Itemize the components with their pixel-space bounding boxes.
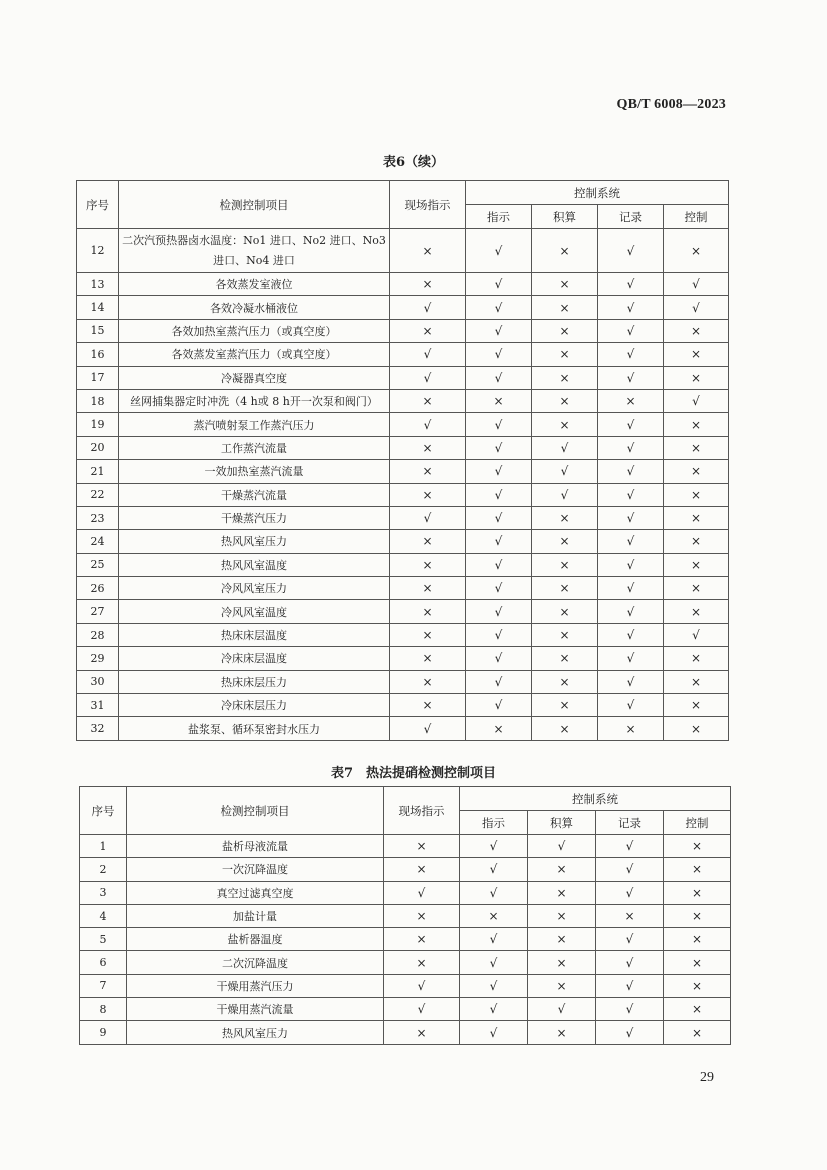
seq-cell: 14 <box>77 296 119 319</box>
record-cell: √ <box>598 366 664 389</box>
integrate-cell: × <box>528 1021 596 1044</box>
item-cell: 二次沉降温度 <box>127 951 384 974</box>
record-cell: √ <box>598 296 664 319</box>
control-cell: × <box>664 366 729 389</box>
item-cell: 冷风风室压力 <box>119 577 390 600</box>
table6 <box>76 180 729 741</box>
table-row <box>77 273 729 296</box>
seq-cell: 26 <box>77 577 119 600</box>
indicate-cell: √ <box>466 343 532 366</box>
item-cell: 干燥蒸汽压力 <box>119 506 390 529</box>
header-indicate: 指示 <box>466 205 532 229</box>
integrate-cell: × <box>532 577 598 600</box>
seq-cell: 15 <box>77 319 119 342</box>
item-cell: 各效蒸发室蒸汽压力（或真空度） <box>119 343 390 366</box>
item-cell: 一次沉降温度 <box>127 858 384 881</box>
table-row <box>80 974 731 997</box>
table-row <box>80 951 731 974</box>
record-cell: √ <box>598 600 664 623</box>
record-cell: × <box>598 717 664 740</box>
field-indication-cell: × <box>384 835 460 858</box>
control-cell: × <box>664 858 731 881</box>
integrate-cell: × <box>532 319 598 342</box>
integrate-cell: √ <box>532 483 598 506</box>
control-cell: × <box>664 670 729 693</box>
record-cell: √ <box>598 273 664 296</box>
field-indication-cell: √ <box>390 717 466 740</box>
item-cell: 盐析器温度 <box>127 928 384 951</box>
table-row <box>77 600 729 623</box>
header-control-system: 控制系统 <box>460 787 731 811</box>
indicate-cell: √ <box>460 998 528 1021</box>
indicate-cell: √ <box>466 229 532 273</box>
record-cell: √ <box>596 835 664 858</box>
record-cell: √ <box>596 881 664 904</box>
table-row <box>80 858 731 881</box>
control-cell: × <box>664 998 731 1021</box>
field-indication-cell: × <box>384 904 460 927</box>
table-row <box>77 694 729 717</box>
seq-cell: 4 <box>80 904 127 927</box>
field-indication-cell: × <box>390 436 466 459</box>
header-seq: 序号 <box>80 787 127 835</box>
field-indication-cell: × <box>390 273 466 296</box>
field-indication-cell: √ <box>390 343 466 366</box>
integrate-cell: × <box>532 273 598 296</box>
indicate-cell: √ <box>460 835 528 858</box>
indicate-cell: √ <box>466 530 532 553</box>
control-cell: × <box>664 229 729 273</box>
integrate-cell: × <box>532 717 598 740</box>
table-row <box>77 623 729 646</box>
field-indication-cell: × <box>384 858 460 881</box>
field-indication-cell: × <box>384 1021 460 1044</box>
item-cell: 加盐计量 <box>127 904 384 927</box>
integrate-cell: × <box>532 647 598 670</box>
table-row <box>77 506 729 529</box>
seq-cell: 3 <box>80 881 127 904</box>
indicate-cell: √ <box>466 623 532 646</box>
field-indication-cell: × <box>390 647 466 670</box>
field-indication-cell: × <box>384 951 460 974</box>
seq-cell: 5 <box>80 928 127 951</box>
control-cell: × <box>664 881 731 904</box>
record-cell: √ <box>598 577 664 600</box>
seq-cell: 2 <box>80 858 127 881</box>
table-row <box>77 647 729 670</box>
header-record: 记录 <box>598 205 664 229</box>
indicate-cell: √ <box>466 296 532 319</box>
field-indication-cell: × <box>390 460 466 483</box>
seq-cell: 7 <box>80 974 127 997</box>
control-cell: √ <box>664 389 729 412</box>
integrate-cell: × <box>532 600 598 623</box>
table-row <box>77 553 729 576</box>
seq-cell: 17 <box>77 366 119 389</box>
table-row <box>77 343 729 366</box>
integrate-cell: × <box>528 881 596 904</box>
control-cell: × <box>664 343 729 366</box>
item-cell: 热风风室压力 <box>119 530 390 553</box>
field-indication-cell: × <box>390 600 466 623</box>
seq-cell: 8 <box>80 998 127 1021</box>
item-cell: 干燥用蒸汽流量 <box>127 998 384 1021</box>
header-control-system: 控制系统 <box>466 181 729 205</box>
seq-cell: 31 <box>77 694 119 717</box>
integrate-cell: × <box>532 530 598 553</box>
control-cell: × <box>664 974 731 997</box>
integrate-cell: × <box>532 670 598 693</box>
item-cell: 冷风风室温度 <box>119 600 390 623</box>
record-cell: √ <box>598 319 664 342</box>
field-indication-cell: × <box>390 483 466 506</box>
integrate-cell: × <box>532 389 598 412</box>
field-indication-cell: √ <box>390 296 466 319</box>
seq-cell: 9 <box>80 1021 127 1044</box>
control-cell: × <box>664 694 729 717</box>
indicate-cell: √ <box>466 413 532 436</box>
record-cell: √ <box>596 951 664 974</box>
integrate-cell: √ <box>532 460 598 483</box>
header-integrate: 积算 <box>532 205 598 229</box>
item-cell: 热床床层压力 <box>119 670 390 693</box>
integrate-cell: × <box>528 928 596 951</box>
record-cell: √ <box>598 436 664 459</box>
control-cell: × <box>664 413 729 436</box>
field-indication-cell: × <box>390 530 466 553</box>
integrate-cell: × <box>528 951 596 974</box>
item-cell: 工作蒸汽流量 <box>119 436 390 459</box>
control-cell: × <box>664 600 729 623</box>
seq-cell: 23 <box>77 506 119 529</box>
item-cell: 各效冷凝水桶液位 <box>119 296 390 319</box>
field-indication-cell: √ <box>390 366 466 389</box>
table-row <box>77 389 729 412</box>
seq-cell: 18 <box>77 389 119 412</box>
integrate-cell: × <box>532 694 598 717</box>
control-cell: √ <box>664 273 729 296</box>
record-cell: √ <box>596 1021 664 1044</box>
field-indication-cell: × <box>390 229 466 273</box>
control-cell: × <box>664 530 729 553</box>
field-indication-cell: × <box>390 553 466 576</box>
seq-cell: 20 <box>77 436 119 459</box>
seq-cell: 13 <box>77 273 119 296</box>
indicate-cell: √ <box>466 600 532 623</box>
table6-caption: 表6（续） <box>382 155 445 170</box>
seq-cell: 22 <box>77 483 119 506</box>
field-indication-cell: √ <box>390 413 466 436</box>
control-cell: × <box>664 1021 731 1044</box>
item-cell: 真空过滤真空度 <box>127 881 384 904</box>
standard-code: QB/T 6008—2023 <box>616 97 726 112</box>
item-cell: 热风风室温度 <box>119 553 390 576</box>
control-cell: × <box>664 577 729 600</box>
record-cell: √ <box>598 483 664 506</box>
integrate-cell: × <box>532 413 598 436</box>
table-row <box>77 319 729 342</box>
indicate-cell: √ <box>466 506 532 529</box>
seq-cell: 30 <box>77 670 119 693</box>
table-row <box>77 229 729 273</box>
item-cell: 一效加热室蒸汽流量 <box>119 460 390 483</box>
indicate-cell: × <box>460 904 528 927</box>
control-cell: × <box>664 436 729 459</box>
item-cell: 盐析母液流量 <box>127 835 384 858</box>
item-cell: 丝网捕集器定时冲洗（4 h或 8 h开一次泵和阀门） <box>119 389 390 412</box>
indicate-cell: √ <box>466 483 532 506</box>
item-cell: 干燥用蒸汽压力 <box>127 974 384 997</box>
seq-cell: 21 <box>77 460 119 483</box>
table-row <box>80 835 731 858</box>
header-item: 检测控制项目 <box>127 787 384 835</box>
header-indicate: 指示 <box>460 811 528 835</box>
table-row <box>77 460 729 483</box>
table7 <box>79 786 731 1045</box>
item-cell: 各效蒸发室液位 <box>119 273 390 296</box>
control-cell: × <box>664 647 729 670</box>
control-cell: × <box>664 506 729 529</box>
seq-cell: 27 <box>77 600 119 623</box>
indicate-cell: √ <box>460 974 528 997</box>
seq-cell: 1 <box>80 835 127 858</box>
indicate-cell: √ <box>460 881 528 904</box>
record-cell: √ <box>598 460 664 483</box>
field-indication-cell: × <box>390 319 466 342</box>
integrate-cell: × <box>532 343 598 366</box>
table-row <box>80 904 731 927</box>
field-indication-cell: × <box>390 694 466 717</box>
seq-cell: 12 <box>77 229 119 273</box>
control-cell: × <box>664 951 731 974</box>
indicate-cell: √ <box>460 928 528 951</box>
indicate-cell: √ <box>466 436 532 459</box>
table-row <box>80 1021 731 1044</box>
indicate-cell: √ <box>466 577 532 600</box>
item-cell: 各效加热室蒸汽压力（或真空度） <box>119 319 390 342</box>
record-cell: √ <box>598 343 664 366</box>
header-integrate: 积算 <box>528 811 596 835</box>
control-cell: × <box>664 904 731 927</box>
record-cell: √ <box>598 229 664 273</box>
record-cell: × <box>598 389 664 412</box>
table-row <box>77 413 729 436</box>
table-row <box>77 717 729 740</box>
header-item: 检测控制项目 <box>119 181 390 229</box>
record-cell: √ <box>596 974 664 997</box>
item-cell: 盐浆泵、循环泵密封水压力 <box>119 717 390 740</box>
item-cell: 热床床层温度 <box>119 623 390 646</box>
table-row <box>77 436 729 459</box>
control-cell: √ <box>664 623 729 646</box>
record-cell: √ <box>596 858 664 881</box>
integrate-cell: √ <box>528 835 596 858</box>
indicate-cell: √ <box>466 460 532 483</box>
record-cell: √ <box>598 670 664 693</box>
record-cell: √ <box>598 694 664 717</box>
integrate-cell: × <box>528 858 596 881</box>
item-cell: 冷床床层压力 <box>119 694 390 717</box>
indicate-cell: √ <box>466 273 532 296</box>
record-cell: √ <box>598 623 664 646</box>
table-row <box>77 530 729 553</box>
item-cell: 二次汽预热器卤水温度：No1 进口、No2 进口、No3 进口、No4 进口 <box>119 229 390 273</box>
control-cell: × <box>664 553 729 576</box>
record-cell: √ <box>598 647 664 670</box>
control-cell: × <box>664 319 729 342</box>
table-row <box>77 670 729 693</box>
table6-body <box>77 229 729 741</box>
item-cell: 热风风室压力 <box>127 1021 384 1044</box>
seq-cell: 19 <box>77 413 119 436</box>
header-field-indication: 现场指示 <box>390 181 466 229</box>
header-record: 记录 <box>596 811 664 835</box>
table-row <box>80 881 731 904</box>
control-cell: × <box>664 483 729 506</box>
control-cell: × <box>664 928 731 951</box>
field-indication-cell: × <box>390 389 466 412</box>
item-cell: 蒸汽喷射泵工作蒸汽压力 <box>119 413 390 436</box>
control-cell: × <box>664 460 729 483</box>
seq-cell: 28 <box>77 623 119 646</box>
seq-cell: 24 <box>77 530 119 553</box>
integrate-cell: × <box>532 506 598 529</box>
indicate-cell: √ <box>466 366 532 389</box>
record-cell: √ <box>598 506 664 529</box>
indicate-cell: √ <box>466 670 532 693</box>
indicate-cell: √ <box>466 319 532 342</box>
seq-cell: 29 <box>77 647 119 670</box>
integrate-cell: √ <box>532 436 598 459</box>
integrate-cell: × <box>532 623 598 646</box>
integrate-cell: × <box>532 366 598 389</box>
integrate-cell: × <box>532 229 598 273</box>
record-cell: √ <box>598 530 664 553</box>
record-cell: × <box>596 904 664 927</box>
table-row <box>77 366 729 389</box>
indicate-cell: × <box>466 389 532 412</box>
integrate-cell: × <box>528 904 596 927</box>
table7-body <box>80 835 731 1045</box>
control-cell: × <box>664 835 731 858</box>
table-row <box>77 296 729 319</box>
field-indication-cell: √ <box>384 974 460 997</box>
header-control: 控制 <box>664 811 731 835</box>
indicate-cell: × <box>466 717 532 740</box>
field-indication-cell: × <box>384 928 460 951</box>
indicate-cell: √ <box>460 858 528 881</box>
table-row <box>77 483 729 506</box>
field-indication-cell: × <box>390 577 466 600</box>
table7-caption: 表7 热法提硝检测控制项目 <box>330 766 497 781</box>
indicate-cell: √ <box>466 647 532 670</box>
field-indication-cell: √ <box>384 881 460 904</box>
page-number: 29 <box>700 1070 714 1085</box>
field-indication-cell: √ <box>384 998 460 1021</box>
integrate-cell: × <box>532 296 598 319</box>
header-control: 控制 <box>664 205 729 229</box>
item-cell: 冷凝器真空度 <box>119 366 390 389</box>
item-cell: 冷床床层温度 <box>119 647 390 670</box>
indicate-cell: √ <box>466 553 532 576</box>
field-indication-cell: × <box>390 670 466 693</box>
table-row <box>80 998 731 1021</box>
integrate-cell: × <box>528 974 596 997</box>
seq-cell: 6 <box>80 951 127 974</box>
integrate-cell: × <box>532 553 598 576</box>
control-cell: √ <box>664 296 729 319</box>
record-cell: √ <box>596 928 664 951</box>
record-cell: √ <box>596 998 664 1021</box>
item-cell: 干燥蒸汽流量 <box>119 483 390 506</box>
field-indication-cell: × <box>390 623 466 646</box>
record-cell: √ <box>598 553 664 576</box>
indicate-cell: √ <box>466 694 532 717</box>
field-indication-cell: √ <box>390 506 466 529</box>
header-seq: 序号 <box>77 181 119 229</box>
indicate-cell: √ <box>460 951 528 974</box>
control-cell: × <box>664 717 729 740</box>
header-field-indication: 现场指示 <box>384 787 460 835</box>
seq-cell: 25 <box>77 553 119 576</box>
table-row <box>80 928 731 951</box>
indicate-cell: √ <box>460 1021 528 1044</box>
seq-cell: 16 <box>77 343 119 366</box>
record-cell: √ <box>598 413 664 436</box>
table-row <box>77 577 729 600</box>
integrate-cell: √ <box>528 998 596 1021</box>
seq-cell: 32 <box>77 717 119 740</box>
